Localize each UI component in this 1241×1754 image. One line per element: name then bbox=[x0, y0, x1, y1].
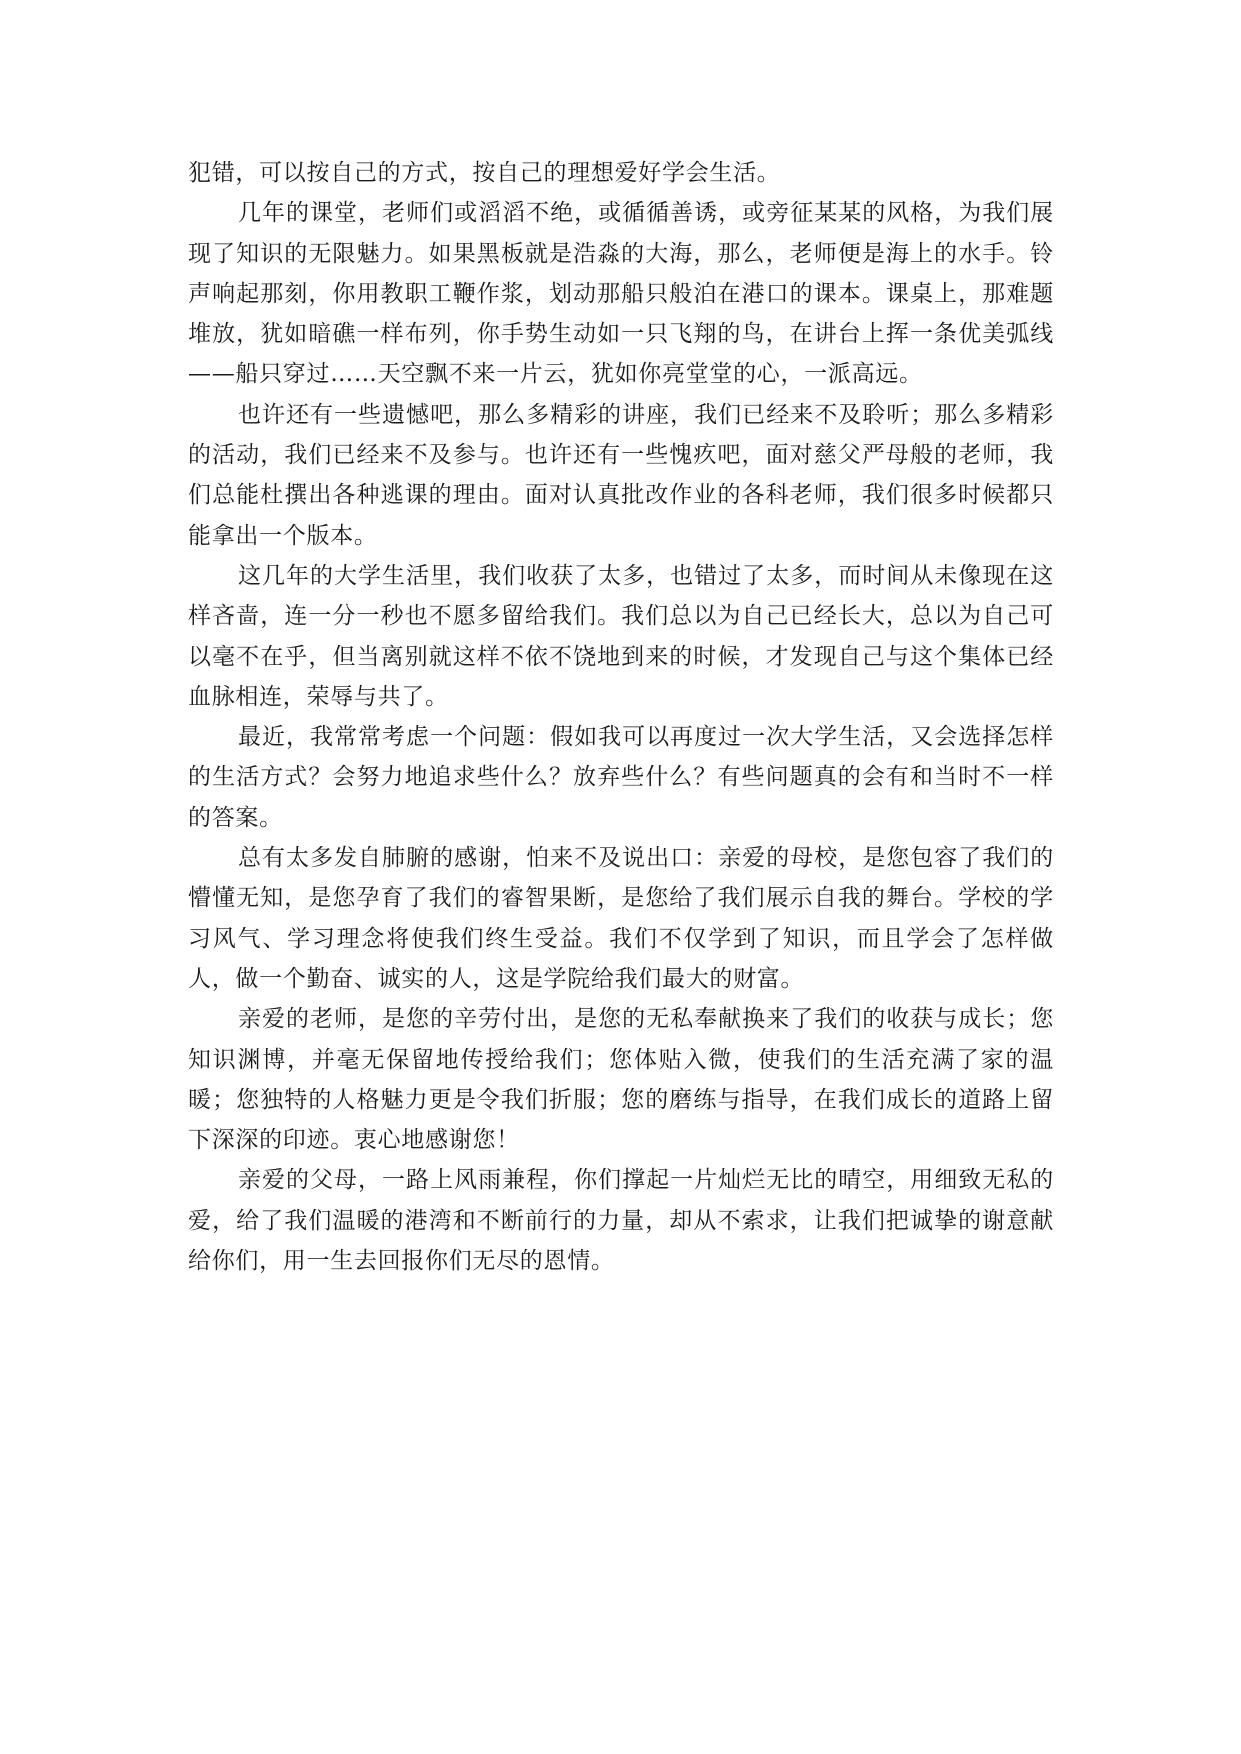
paragraph-continuation: 犯错，可以按自己的方式，按自己的理想爱好学会生活。 bbox=[188, 160, 781, 186]
paragraph-classroom: 几年的课堂，老师们或滔滔不绝，或循循善诱，或旁征某某的风格，为我们展现了知识的无限魅力。如果黑板就是浩淼的大海，那么，老师便是海上的水手。铃声响起那刻，你用教职工鞭作浆，划动那船只般泊在港口的课本。课桌上，那难题堆放，犹如暗礁一样布列，你手势生动如一只飞翔的鸟，在讲台上挥一条优美弧线——船只穿过……天空飘不来一片云，犹如你亮堂堂的心，一派高远。 bbox=[188, 200, 1054, 388]
paragraph-college-life: 这几年的大学生活里，我们收获了太多，也错过了太多，而时间从未像现在这样吝啬，连一分一秒也不愿多留给我们。我们总以为自己已经长大，总以为自己可以毫不在乎，但当离别就这样不依不饶地到来的时候，才发现自己与这个集体已经血脉相连，荣辱与共了。 bbox=[188, 562, 1054, 710]
paragraph-thanks-teachers: 亲爱的老师，是您的辛劳付出，是您的无私奉献换来了我们的收获与成长；您知识渊博，并毫无保留地传授给我们；您体贴入微，使我们的生活充满了家的温暖；您独特的人格魅力更是令我们折服；您的磨练与指导，在我们成长的道路上留下深深的印迹。衷心地感谢您！ bbox=[188, 1006, 1054, 1154]
document-body bbox=[188, 153, 1054, 1281]
paragraph-question: 最近，我常常考虑一个问题：假如我可以再度过一次大学生活，又会选择怎样的生活方式？会努力地追求些什么？放弃些什么？有些问题真的会有和当时不一样的答案。 bbox=[188, 724, 1054, 831]
paragraph-regrets: 也许还有一些遗憾吧，那么多精彩的讲座，我们已经来不及聆听；那么多精彩的活动，我们已经来不及参与。也许还有一些愧疚吧，面对慈父严母般的老师，我们总能杜撰出各种逃课的理由。面对认真批改作业的各科老师，我们很多时候都只能拿出一个版本。 bbox=[188, 401, 1054, 549]
paragraph-thanks-school: 总有太多发自肺腑的感谢，怕来不及说出口：亲爱的母校，是您包容了我们的懵懂无知，是您孕育了我们的睿智果断，是您给了我们展示自我的舞台。学校的学习风气、学习理念将使我们终生受益。我们不仅学到了知识，而且学会了怎样做人，做一个勤奋、诚实的人，这是学院给我们最大的财富。 bbox=[188, 845, 1054, 992]
paragraph-thanks-parents: 亲爱的父母，一路上风雨兼程，你们撑起一片灿烂无比的晴空，用细致无私的爱，给了我们温暖的港湾和不断前行的力量，却从不索求，让我们把诚挚的谢意献给你们，用一生去回报你们无尽的恩情。 bbox=[188, 1167, 1054, 1275]
